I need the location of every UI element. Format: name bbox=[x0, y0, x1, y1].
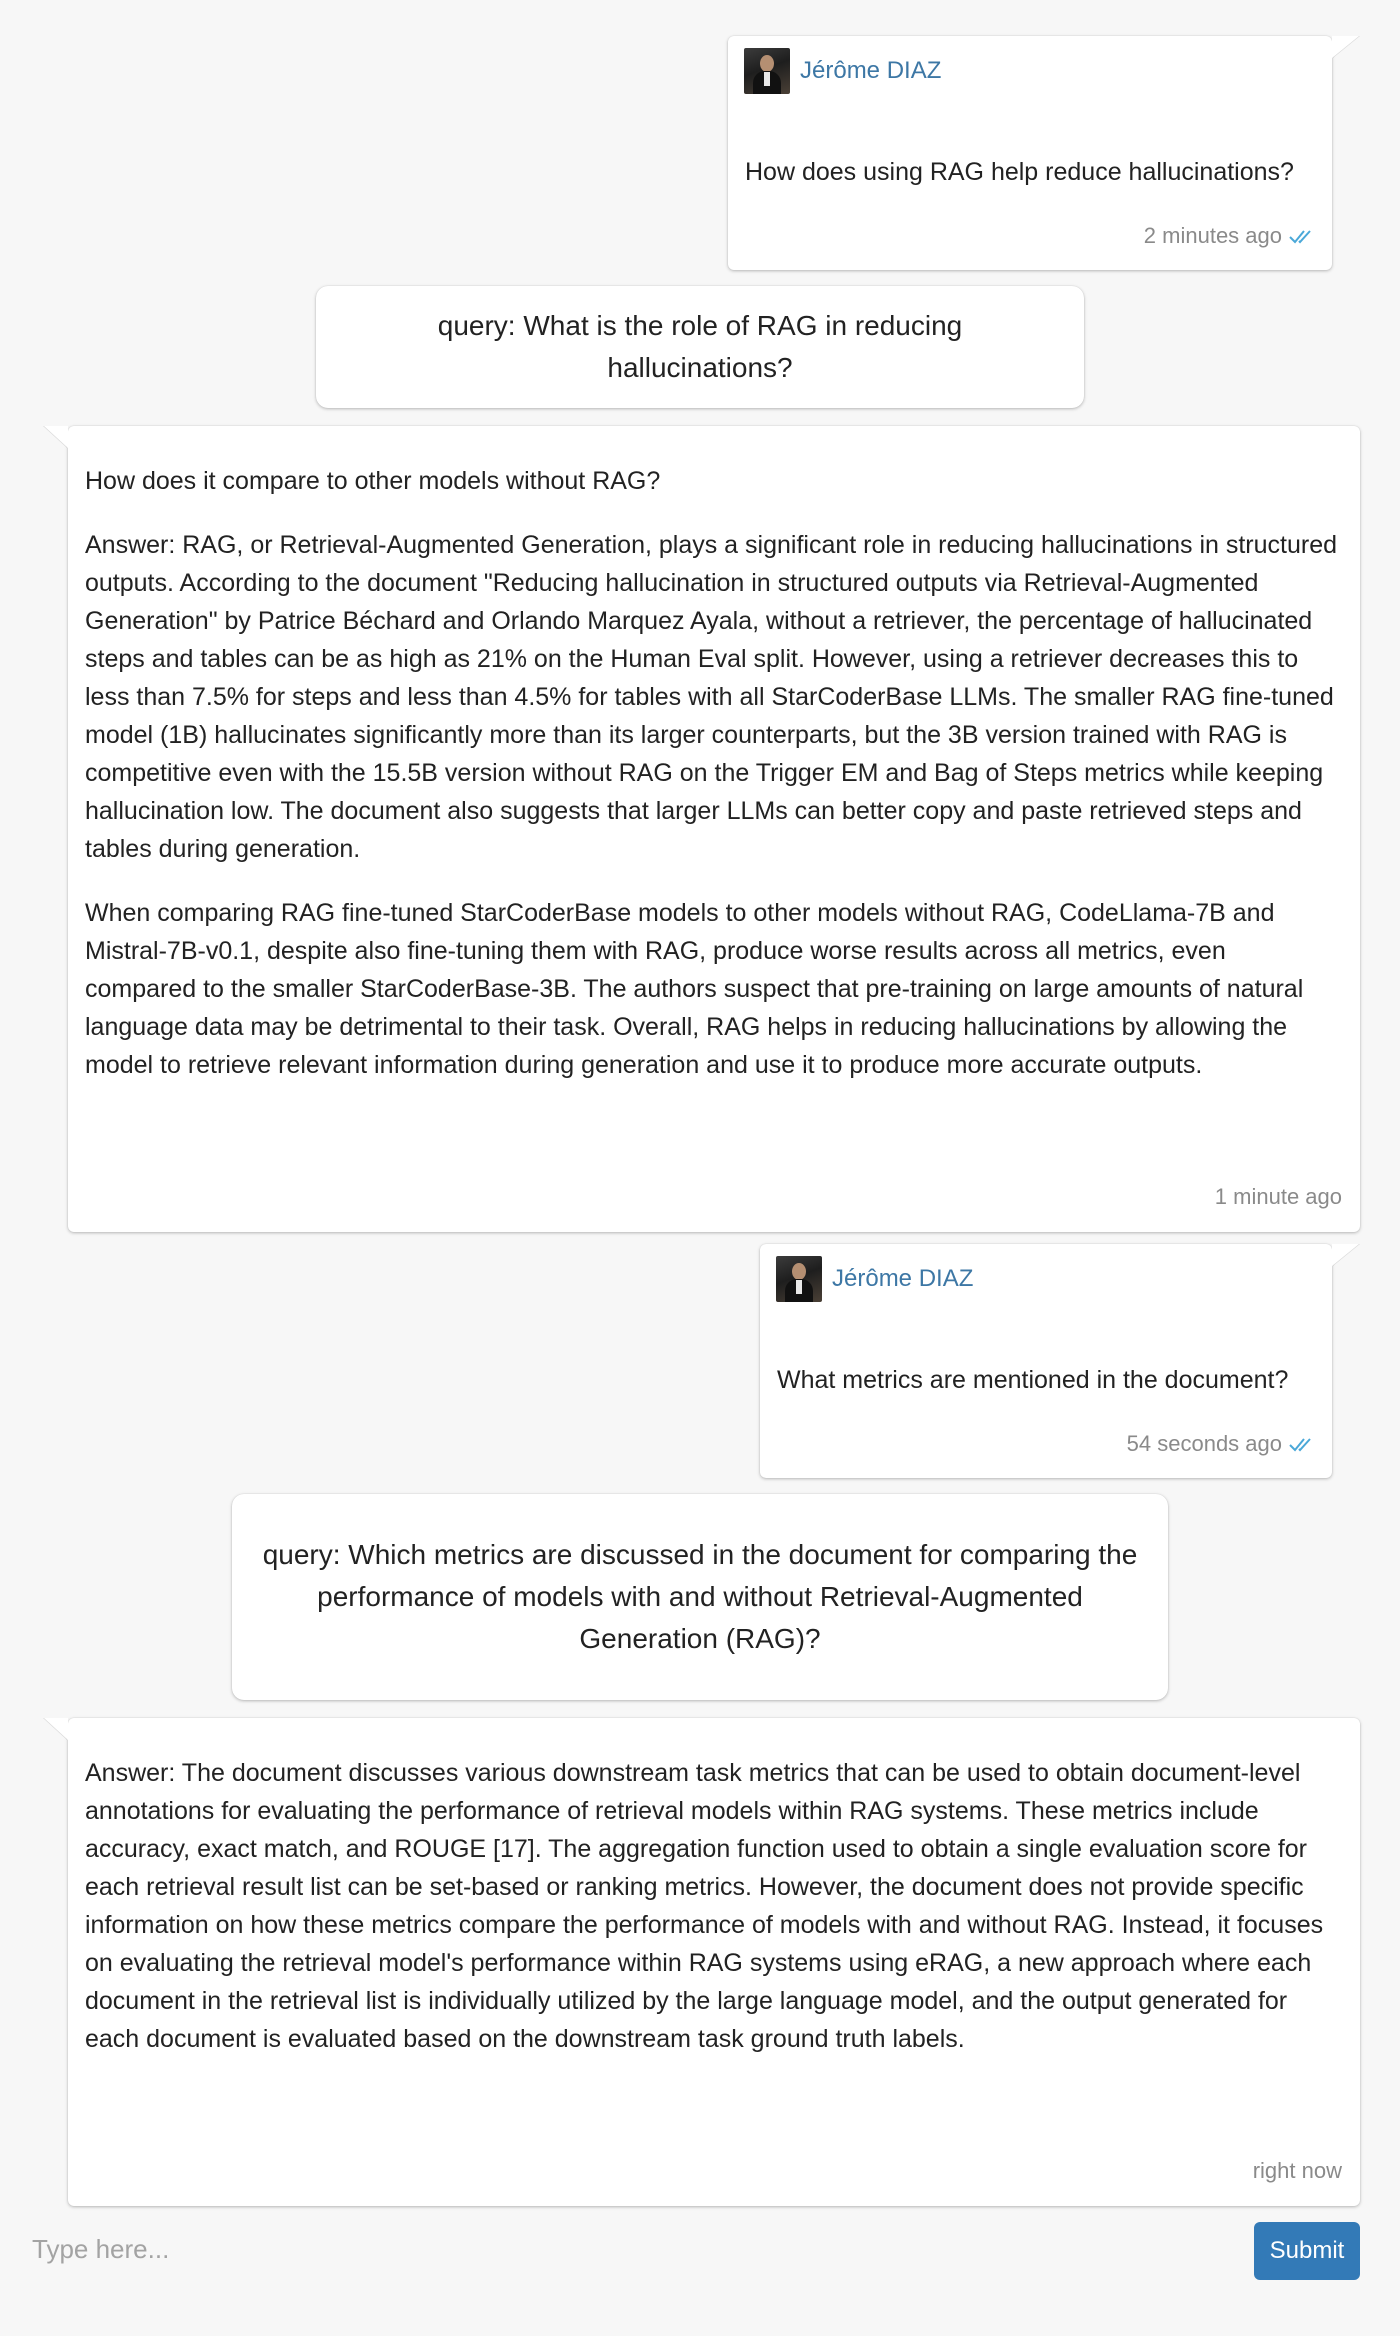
message-timestamp: 1 minute ago bbox=[1214, 1184, 1342, 1209]
user-avatar bbox=[776, 1256, 822, 1302]
bot-message-1 bbox=[68, 426, 1360, 1232]
user-message-1 bbox=[728, 36, 1332, 270]
message-header bbox=[744, 48, 941, 94]
message-header bbox=[776, 1256, 973, 1302]
author-name: Jérôme DIAZ bbox=[832, 1265, 974, 1292]
double-check-icon bbox=[1288, 1435, 1316, 1453]
message-timestamp bbox=[1144, 223, 1316, 249]
message-timestamp: right now bbox=[1252, 2158, 1342, 2183]
answer-body bbox=[85, 462, 1342, 1110]
timestamp-text: 2 minutes ago bbox=[1143, 223, 1282, 248]
user-message-2 bbox=[760, 1244, 1332, 1478]
answer-paragraph: Answer: RAG, or Retrieval-Augmented Generation, plays a significant role in reducing hallucinations in structured outputs. According to the document "Reducing hallucination in structured outputs via Retrieval-Augmented Generation" by Patrice Béchard and Orlando Marquez Ayala, without a retriever, the percentage of hallucinated steps and tables can be as high as 21% on the Human Eval split. However, using a retriever decreases this to less than 7.5% for steps and less than 4.5% for tables with all StarCoderBase LLMs. The smaller RAG fine-tuned model (1B) hallucinates significantly more than its larger counterparts, but the 3B version trained with RAG is competitive even with the 15.5B version without RAG on the Trigger EM and Bag of Steps metrics while keeping hallucination low. The document also suggests that larger LLMs can better copy and paste retrieved steps and tables during generation. bbox=[85, 531, 1338, 863]
query-message-2 bbox=[232, 1494, 1168, 1700]
answer-paragraph: When comparing RAG fine-tuned StarCoderBase models to other models without RAG, CodeLlama-7B and Mistral-7B-v0.1, despite also fine-tuning them with RAG, produce worse results across all metrics, even compared to the smaller StarCoderBase-3B. The authors suspect that pre-training on large amounts of natural language data may be detrimental to their task. Overall, RAG helps in reducing hallucinations by allowing the model to retrieve relevant information during generation and use it to produce more accurate outputs. bbox=[85, 899, 1304, 1079]
bot-message-2 bbox=[68, 1718, 1360, 2206]
query-text: query: Which metrics are discussed in the document for comparing the performance of models with and without Retrieval-Augmented Generation (RAG)? bbox=[262, 1539, 1138, 1654]
submit-button[interactable]: Submit bbox=[1254, 2222, 1360, 2280]
query-message-1 bbox=[316, 286, 1084, 408]
answer-paragraph: Answer: The document discusses various downstream task metrics that can be used to obtain document-level annotations for evaluating the performance of retrieval models within RAG systems. These metrics include accuracy, exact match, and ROUGE [17]. The aggregation function used to obtain a single evaluation score for each retrieval result list can be set-based or ranking metrics. However, the document does not provide specific information on how these metrics compare the performance of models with and without RAG. Instead, it focuses on evaluating the retrieval model's performance within RAG systems using eRAG, a new approach where each document in the retrieval list is individually utilized by the large language model, and the output generated for each document is evaluated based on the downstream task ground truth labels. bbox=[85, 1759, 1324, 2053]
message-text: How does using RAG help reduce hallucinations? bbox=[745, 158, 1294, 186]
answer-body bbox=[85, 1754, 1342, 2084]
message-composer bbox=[0, 2212, 1400, 2292]
answer-paragraph: How does it compare to other models without RAG? bbox=[85, 467, 661, 495]
message-input[interactable] bbox=[30, 2218, 1214, 2280]
double-check-icon bbox=[1288, 227, 1316, 245]
query-text: query: What is the role of RAG in reducing hallucinations? bbox=[437, 310, 963, 383]
timestamp-text: 54 seconds ago bbox=[1126, 1431, 1282, 1456]
message-text: What metrics are mentioned in the document? bbox=[777, 1366, 1289, 1394]
user-avatar bbox=[744, 48, 790, 94]
author-name: Jérôme DIAZ bbox=[800, 57, 942, 84]
message-timestamp bbox=[1127, 1431, 1316, 1457]
